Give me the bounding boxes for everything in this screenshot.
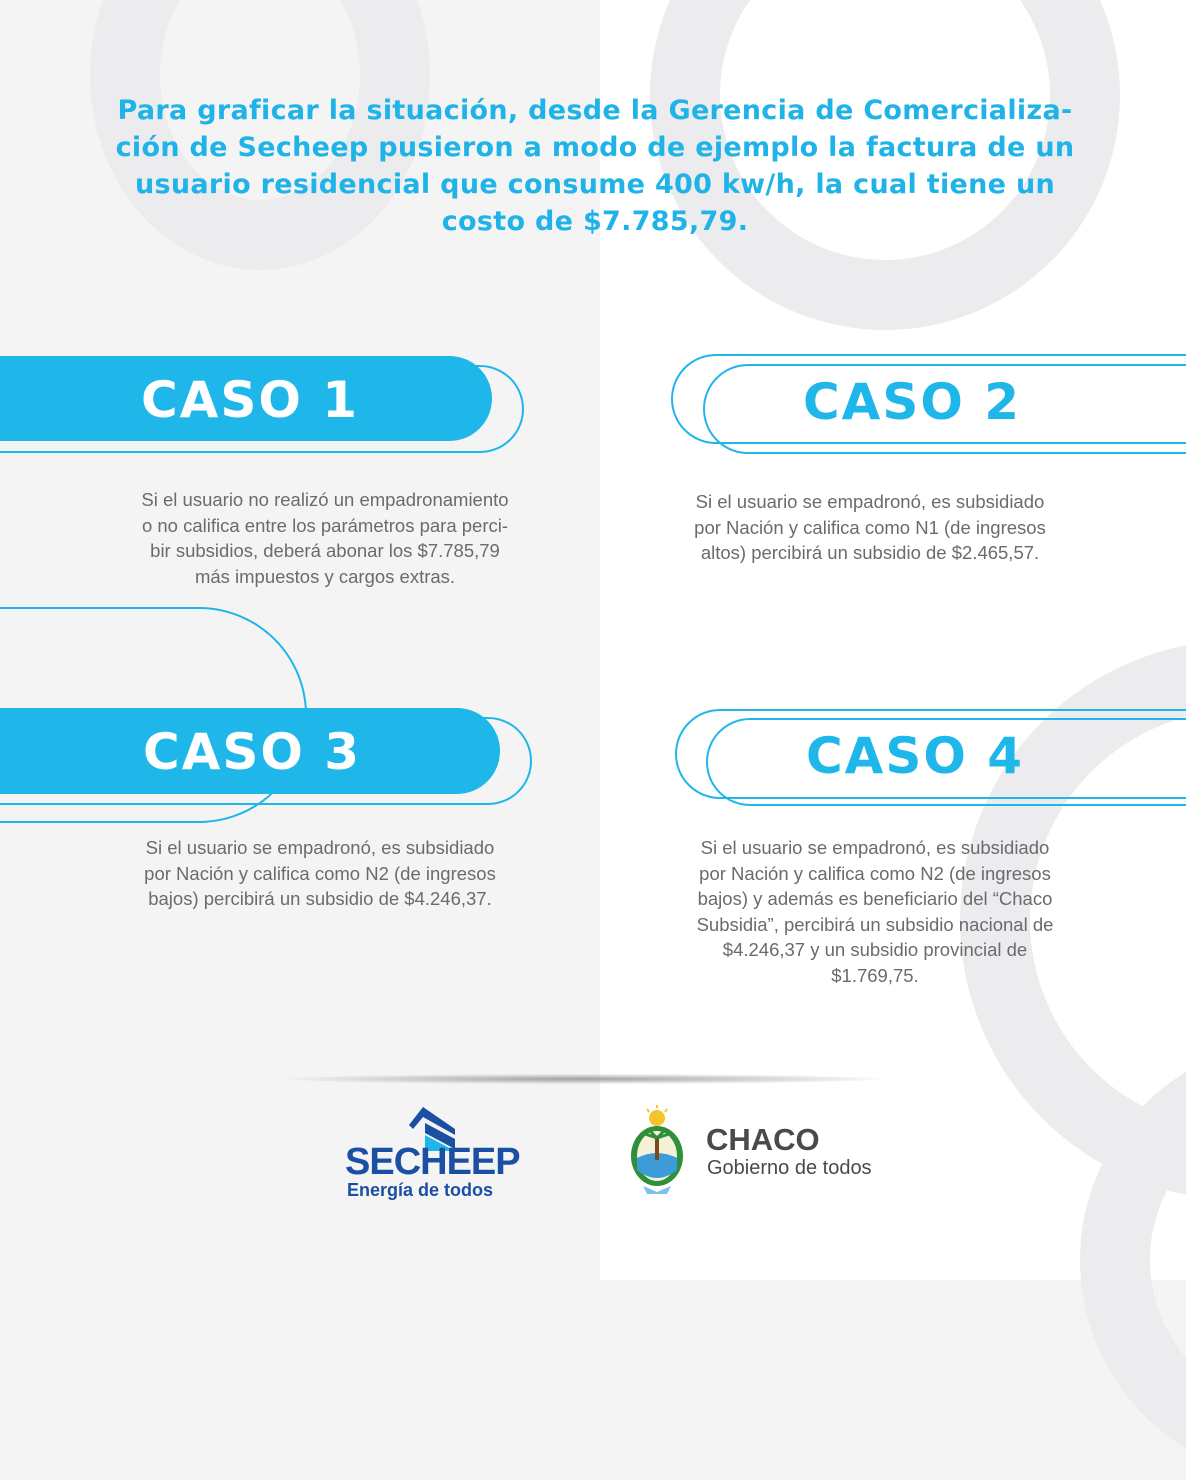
- description-line: por Nación y califica como N2 (de ingresos: [699, 862, 1051, 884]
- secheep-logo-tagline: Energía de todos: [347, 1180, 494, 1200]
- caso-4-description: [620, 835, 1130, 988]
- description-line: Si el usuario se empadronó, es subsidiado: [145, 837, 495, 858]
- description-line: bir subsidios, deberá abonar los $7.785,79: [150, 540, 500, 561]
- caso-2-title: CASO 2: [802, 373, 1022, 431]
- description-line: $1.769,75.: [831, 964, 919, 986]
- description-line: bajos) percibirá un subsidio de $4.246,37.: [148, 888, 492, 909]
- description-line: más impuestos y cargos extras.: [194, 565, 456, 587]
- caso-1-title: CASO 1: [140, 371, 360, 429]
- description-line: bajos) y además es beneficiario del “Chaco: [697, 888, 1053, 909]
- chaco-logo-tagline: Gobierno de todos: [707, 1157, 872, 1179]
- caso-3-description: [60, 835, 580, 912]
- intro-text: Para graficar la situación, desde la Gerencia de Comercializa-ción de Secheep pusieron a modo de ejemplo la factura de un usuario residencial que consume 400 kw/h, la cual tiene un costo de $7.785,79.: [115, 95, 1075, 237]
- description-line: por Nación y califica como N2 (de ingresos: [144, 862, 496, 884]
- chaco-logo-name: CHACO: [706, 1122, 820, 1157]
- description-line: Si el usuario se empadronó, es subsidiado: [700, 837, 1050, 858]
- caso-3-title: CASO 3: [142, 723, 362, 781]
- description-line: Si el usuario no realizó un empadronamiento: [141, 489, 509, 510]
- caso-4-title: CASO 4: [805, 727, 1025, 785]
- description-line: Subsidia”, percibirá un subsidio nacional de: [696, 913, 1054, 935]
- description-line: por Nación y califica como N1 (de ingresos: [694, 516, 1046, 538]
- caso-2-description: [615, 489, 1125, 566]
- secheep-logo-name: SECHEEP: [345, 1141, 520, 1183]
- description-line: altos) percibirá un subsidio de $2.465,57.: [700, 542, 1040, 563]
- description-line: o no califica entre los parámetros para perci-: [141, 514, 509, 536]
- description-line: Si el usuario se empadronó, es subsidiado: [695, 491, 1045, 512]
- footer-divider-shadow: [290, 1074, 880, 1084]
- description-line: $4.246,37 y un subsidio provincial de: [722, 939, 1028, 960]
- caso-1-description: [70, 487, 580, 589]
- chaco-coat-of-arms-icon: [623, 1104, 691, 1196]
